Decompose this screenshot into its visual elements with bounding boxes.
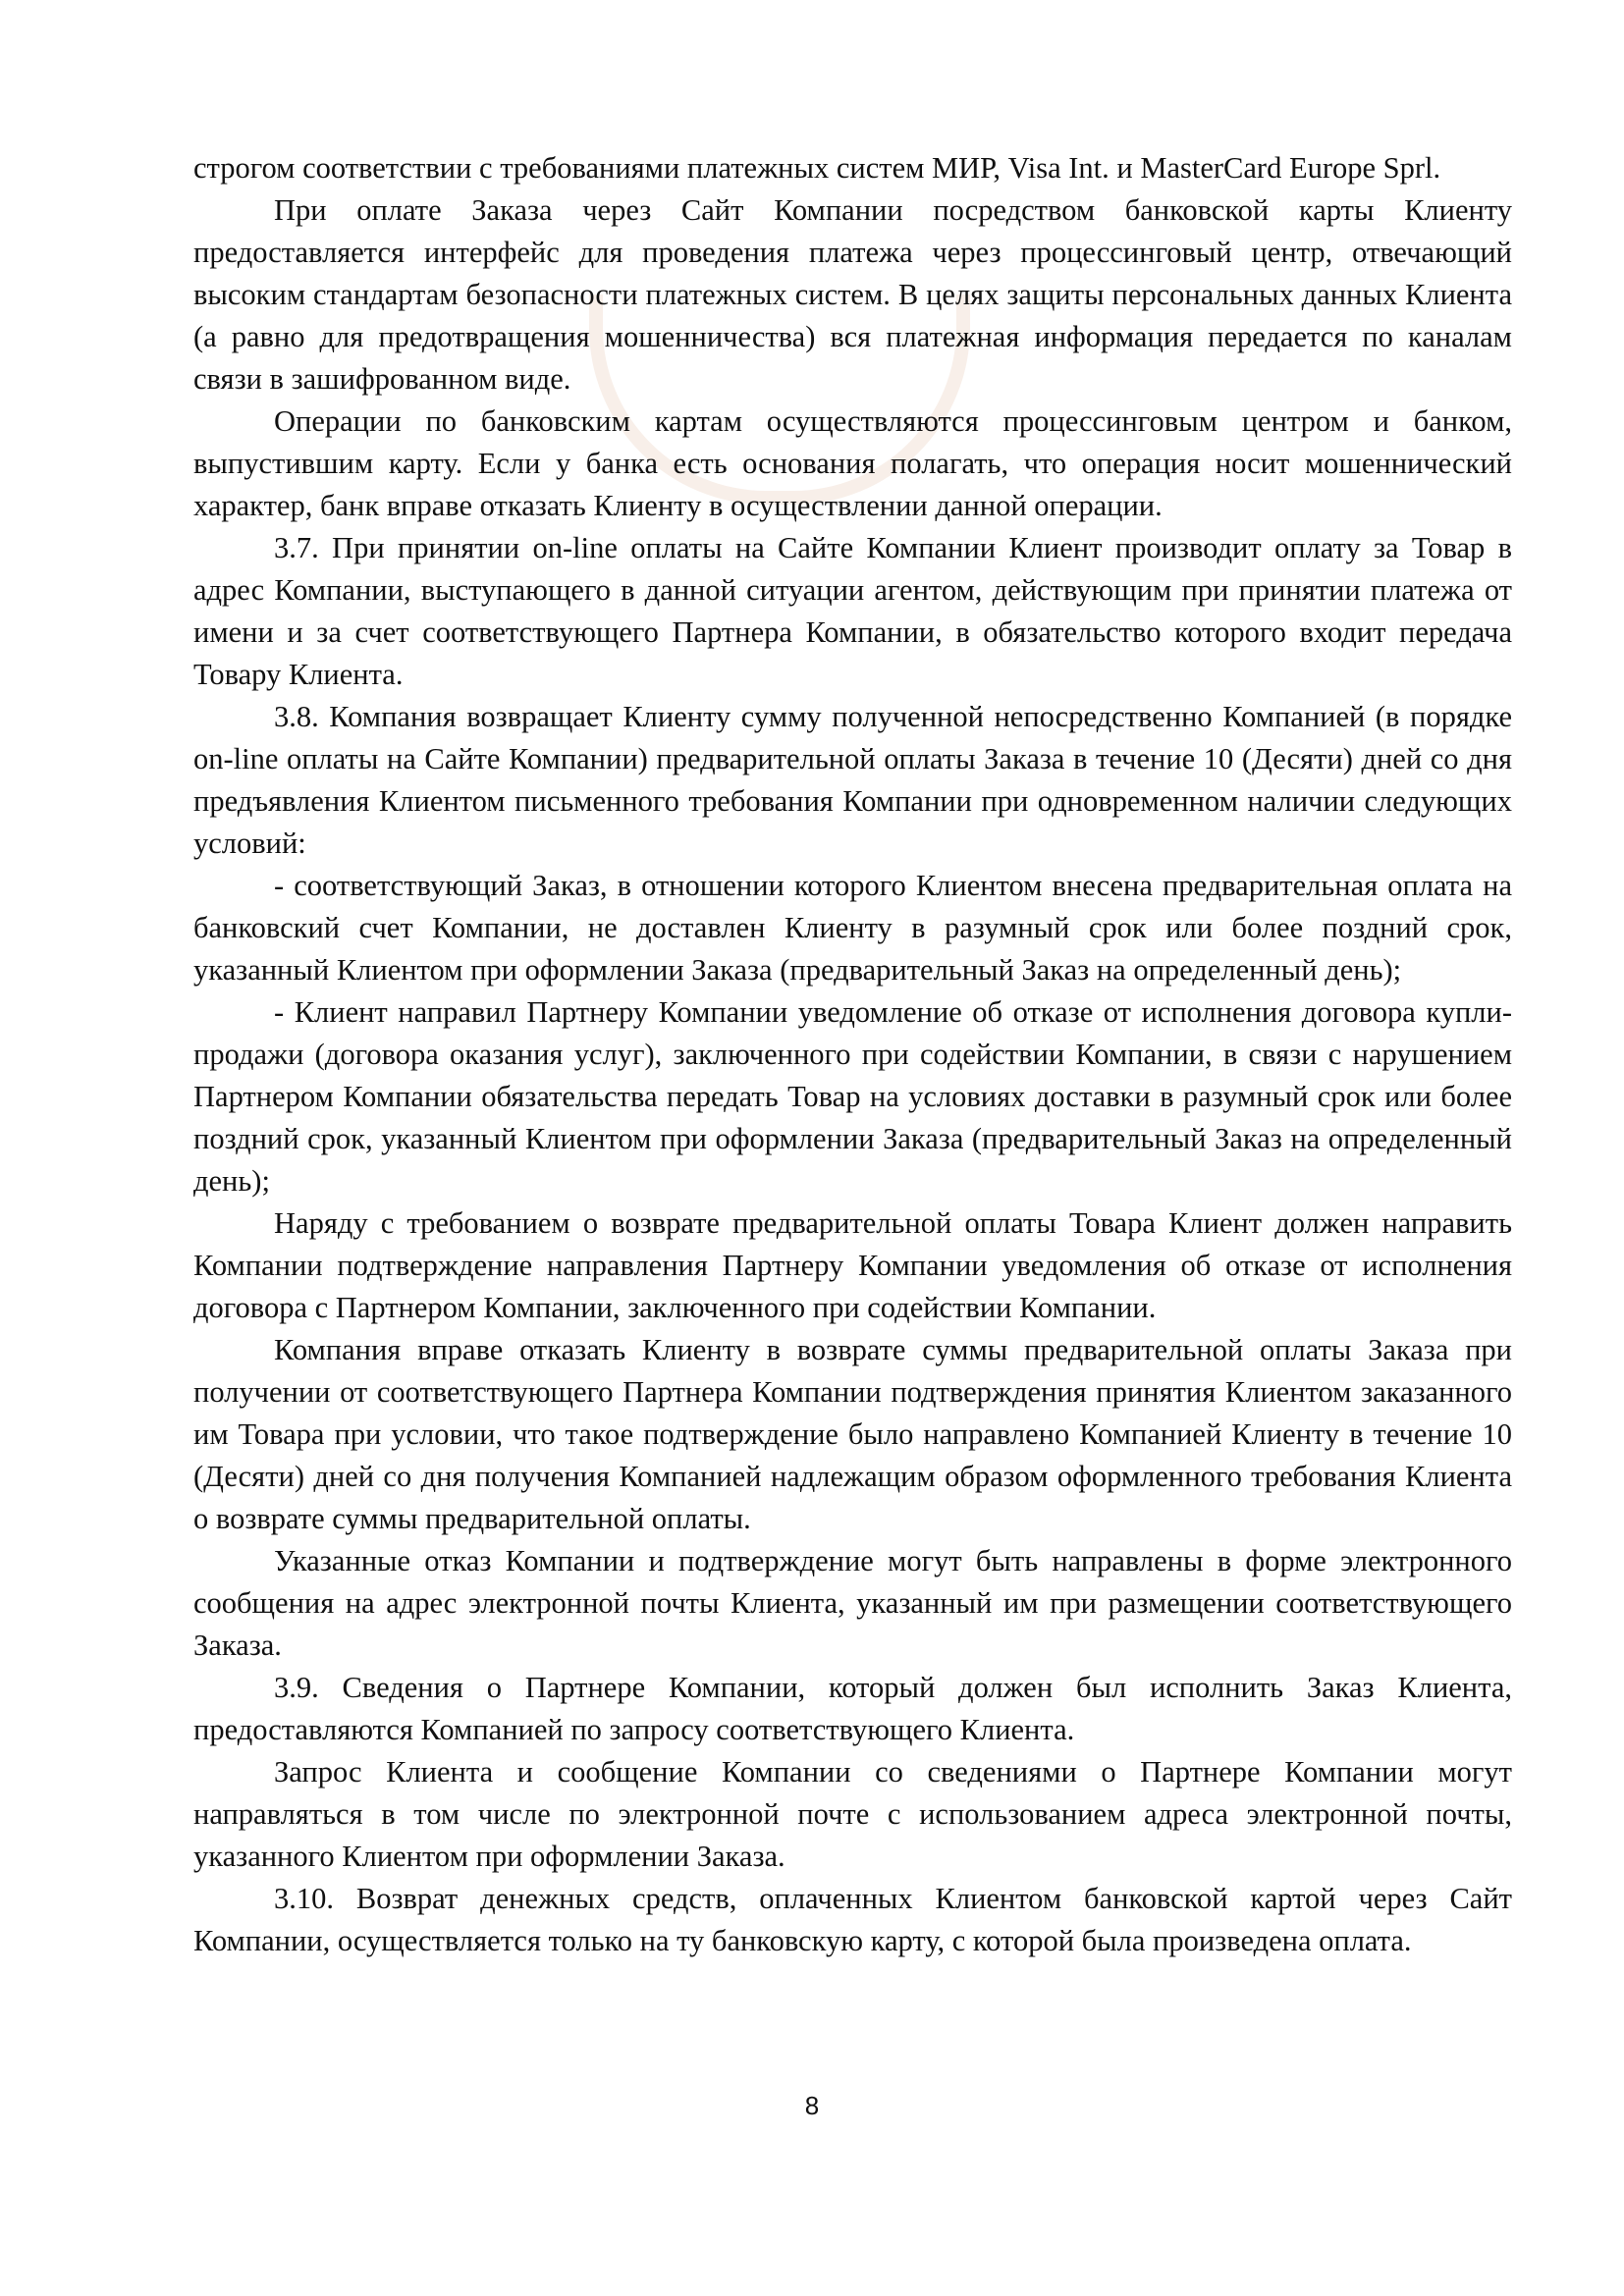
paragraph-11: 3.9. Сведения о Партнере Компании, который должен был исполнить Заказ Клиента, предоставляются Компанией по запросу соответствующего Клиента. — [193, 1671, 1512, 1746]
paragraph-7: - Клиент направил Партнеру Компании уведомление об отказе от исполнения договора купли-продажи (договора оказания услуг), заключенного при содействии Компании, в связи с нарушением Партнером Компании обязательства передать Товар на условиях доставки в разумный срок или более поздний срок, указанный Клиентом при оформлении Заказа (предварительный Заказ на определенный день); — [193, 995, 1512, 1198]
paragraph-12: Запрос Клиента и сообщение Компании со сведениями о Партнере Компании могут направляться в том числе по электронной почте с использованием адреса электронной почты, указанного Клиентом при оформлении Заказа. — [193, 1755, 1512, 1873]
paragraph-9: Компания вправе отказать Клиенту в возврате суммы предварительной оплаты Заказа при получении от соответствующего Партнера Компании подтверждения принятия Клиентом заказанного им Товара при условии, что такое подтверждение было направлено Компанией Клиенту в течение 10 (Десяти) дней со дня получения Компанией надлежащим образом оформленного требования Клиента о возврате суммы предварительной оплаты. — [193, 1333, 1512, 1535]
paragraph-1: строгом соответствии с требованиями платежных систем МИР, Visa Int. и MasterCard Europe Sprl. — [193, 151, 1441, 185]
paragraph-10: Указанные отказ Компании и подтверждение могут быть направлены в форме электронного сообщения на адрес электронной почты Клиента, указанный им при размещении соответствующего Заказа. — [193, 1544, 1512, 1662]
page-number: 8 — [804, 2091, 820, 2120]
paragraph-6: - соответствующий Заказ, в отношении которого Клиентом внесена предварительная оплата на банковский счет Компании, не доставлен Клиенту в разумный срок или более поздний срок, указанный Клиентом при оформлении Заказа (предварительный Заказ на определенный день); — [193, 869, 1512, 987]
paragraph-8: Наряду с требованием о возврате предварительной оплаты Товара Клиент должен направить Компании подтверждение направления Партнеру Компании уведомления об отказе от исполнения договора с Партнером Компании, заключенного при содействии Компании. — [193, 1206, 1512, 1324]
paragraph-2: При оплате Заказа через Сайт Компании посредством банковской карты Клиенту предоставляется интерфейс для проведения платежа через процессинговый центр, отвечающий высоким стандартам безопасности платежных систем. В целях защиты персональных данных Клиента (а равно для предотвращения мошенничества) вся платежная информация передается по каналам связи в зашифрованном виде. — [193, 193, 1512, 396]
paragraph-4: 3.7. При принятии on-line оплаты на Сайте Компании Клиент производит оплату за Товар в адрес Компании, выступающего в данной ситуации агентом, действующим при принятии платежа от имени и за счет соответствующего Партнера Компании, в обязательство которого входит передача Товару Клиента. — [193, 531, 1512, 691]
document-page — [193, 147, 1512, 1962]
paragraph-3: Операции по банковским картам осуществляются процессинговым центром и банком, выпустившим карту. Если у банка есть основания полагать, что операция носит мошеннический характер, банк вправе отказать Клиенту в осуществлении данной операции. — [193, 404, 1512, 522]
paragraph-5: 3.8. Компания возвращает Клиенту сумму полученной непосредственно Компанией (в порядке on-line оплаты на Сайте Компании) предварительной оплаты Заказа в течение 10 (Десяти) дней со дня предъявления Клиентом письменного требования Компании при одновременном наличии следующих условий: — [193, 700, 1512, 860]
paragraph-13: 3.10. Возврат денежных средств, оплаченных Клиентом банковской картой через Сайт Компании, осуществляется только на ту банковскую карту, с которой была произведена оплата. — [193, 1882, 1512, 1957]
